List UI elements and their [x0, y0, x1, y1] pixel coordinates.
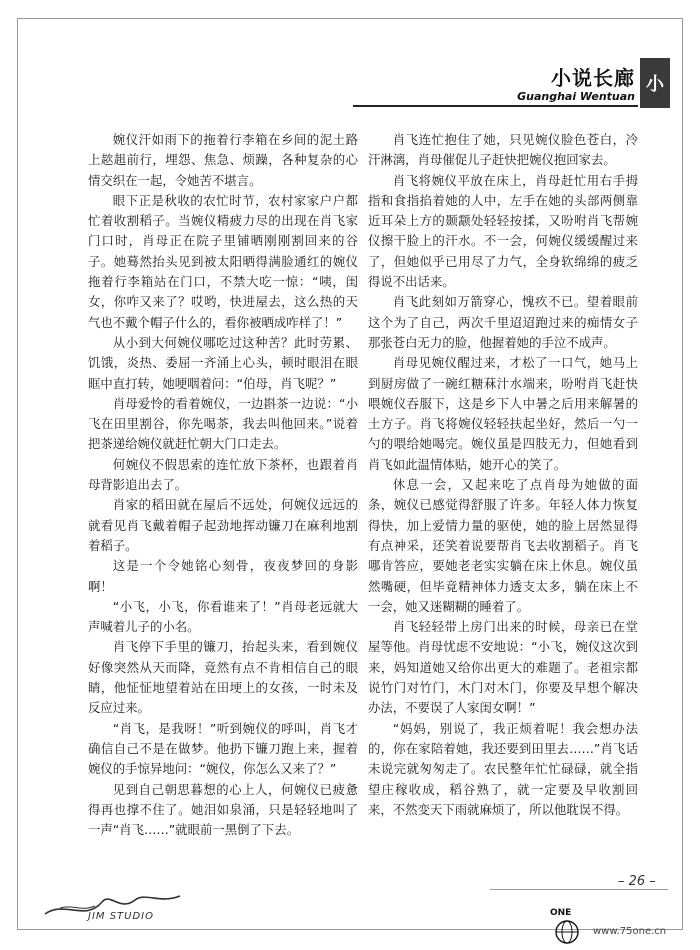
right-column [368, 130, 638, 820]
paragraph: 见到自己朝思暮想的心上人，何婉仪已疲惫得再也撑不住了。她泪如泉涌，只是轻轻地叫了一声“肖飞……”就眼前一黑倒了下去。 [88, 781, 358, 838]
header-rule [353, 105, 638, 107]
page-number: – 26 – [618, 874, 656, 889]
paragraph: 休息一会，又起来吃了点肖母为她做的面条，婉仪已感觉得舒服了许多。年轻人体力恢复得快，加上爱情力量的驱使，她的脸上居然显得有点神采，还笑着说要帮肖飞去收割稻子。肖飞哪肯答应，要她老老实实躺在床上休息。婉仪虽然嘴硬，但毕竟精神体力透支太多，躺在床上不一会，她又迷糊糊的睡着了。 [368, 477, 638, 614]
paragraph: 肖母爱怜的看着婉仪，一边斟茶一边说：“小飞在田里割谷，你先喝茶，我去叫他回来。”说着把茶递给婉仪就赶忙朝大门口走去。 [88, 395, 358, 452]
section-subtitle: Guanghai Wentuan [517, 90, 635, 103]
paragraph: “小飞，小飞，你看谁来了！”肖母老远就大声喊着儿子的小名。 [88, 598, 358, 635]
footer-rule [490, 889, 668, 890]
section-badge: 小 [640, 58, 670, 108]
section-title: 小说长廊 [551, 66, 635, 90]
studio-name: JIM STUDIO [88, 911, 155, 922]
globe-logo-icon [548, 905, 586, 945]
paragraph: 眼下正是秋收的农忙时节，农村家家户户都忙着收割稻子。当婉仪精疲力尽的出现在肖飞家门口时，肖母正在院子里铺晒刚刚割回来的谷子。她蓦然抬头见到被太阳晒得满脸通红的婉仪拖着行李箱站在门口，不禁大吃一惊：“咦，闺女，你咋又来了？哎哟，快进屋去，这么热的天气也不戴个帽子什么的，看你被晒成咋样了！” [88, 192, 358, 330]
left-column [88, 130, 358, 840]
paragraph: 肖家的稻田就在屋后不远处，何婉仪远远的就看见肖飞戴着帽子起劲地挥动镰刀在麻利地割着稻子。 [88, 497, 358, 553]
paragraph: 这是一个令她铭心刻骨，夜夜梦回的身影啊！ [88, 558, 358, 594]
paragraph: “妈妈，别说了，我正烦着呢！我会想办法的，你在家陪着她，我还要到田里去……”肖飞话未说完就匆匆走了。农民整年忙忙碌碌，就全指望庄稼收成，稻谷熟了，就一定要及早收割回来，不然变天下雨就麻烦了，所以他耽误不得。 [368, 720, 638, 817]
paragraph: 肖飞此刻如万箭穿心，愧疚不已。望着眼前这个为了自己，两次千里迢迢跑过来的痴情女子那张苍白无力的脸，他握着她的手泣不成声。 [368, 294, 638, 350]
site-url: www.75one.cn [593, 926, 667, 937]
paragraph: 从小到大何婉仪哪吃过这种苦？此时劳累、饥饿，炎热、委屈一齐涌上心头，顿时眼泪在眼眶中直打转，她哽咽着问：“伯母，肖飞呢？” [88, 334, 358, 391]
paragraph: “肖飞，是我呀！”听到婉仪的呼叫，肖飞才确信自己不是在做梦。他扔下镰刀跑上来，握着婉仪的手惊异地问：“婉仪，你怎么又来了？” [88, 720, 358, 777]
paragraph: 婉仪汗如雨下的拖着行李箱在乡间的泥土路上趑趄前行，埋怨、焦急、烦躁，各种复杂的心情交织在一起，令她苦不堪言。 [88, 132, 358, 188]
paragraph: 肖飞停下手里的镰刀，抬起头来，看到婉仪好像突然从天而降，竟然有点不肯相信自己的眼睛，他怔怔地望着站在田埂上的女孩，一时未及反应过来。 [88, 639, 358, 716]
paragraph: 何婉仪不假思索的连忙放下茶杯，也跟着肖母背影追出去了。 [88, 456, 358, 493]
paragraph: 肖飞将婉仪平放在床上，肖母赶忙用右手拇指和食指掐着她的人中，左手在她的头部两侧靠近耳朵上方的颞颥处轻轻按揉，又吩咐肖飞帮婉仪擦干脸上的汗水。不一会，何婉仪缓缓醒过来了，但她似乎已用尽了力气，全身软绵绵的疲乏得说不出话来。 [368, 172, 638, 290]
paragraph: 肖母见婉仪醒过来，才松了一口气，她马上到厨房做了一碗红糖菻汁水端来，吩咐肖飞赶快喂婉仪吞服下，这是乡下人中暑之后用来解暑的土方子。肖飞将婉仪轻轻扶起坐好，然后一勺一勺的喂给她喝完。婉仪虽是四肢无力，但她看到肖飞如此温情体贴，她开心的笑了。 [368, 355, 638, 472]
paragraph: 肖飞轻轻带上房门出来的时候，母亲已在堂屋等他。肖母忧虑不安地说：“小飞，婉仪这次到来，妈知道她又给你出更大的难题了。老祖宗都说竹门对竹门，木门对木门，你要及早想个解决办法，不要误了人家闺女啊！” [368, 619, 638, 716]
svg-text:ONE: ONE [550, 908, 572, 918]
section-header [353, 58, 683, 118]
paragraph: 肖飞连忙抱住了她，只见婉仪脸色苍白，冷汗淋漓，肖母催促儿子赶快把婉仪抱回家去。 [368, 132, 638, 168]
